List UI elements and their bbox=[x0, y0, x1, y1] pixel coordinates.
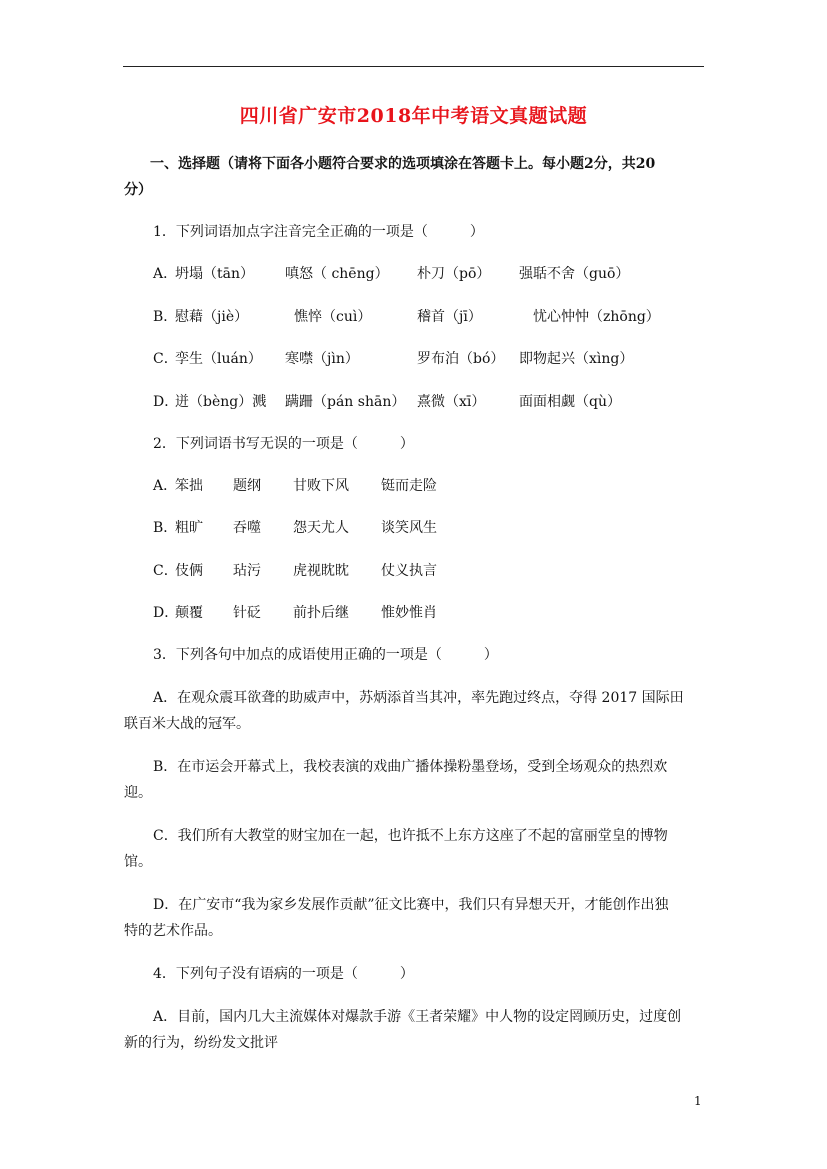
q2-option-c bbox=[153, 561, 553, 581]
option-item: 虎视眈眈 bbox=[293, 563, 349, 579]
option-label: D． bbox=[153, 605, 179, 621]
option-item: 谈笑风生 bbox=[381, 520, 437, 536]
section-heading-line1: 一、选择题（请将下面各小题符合要求的选项填涂在答题卡上。每小题2分，共20 bbox=[150, 156, 656, 172]
option-label: D． bbox=[153, 394, 179, 410]
option-item: 前扑后继 bbox=[293, 605, 349, 621]
option-item: 粗旷 bbox=[175, 520, 203, 536]
q3-option-d-line1: D．在广安市“我为家乡发展作贡献”征文比赛中，我们只有异想天开，才能创作出独 bbox=[153, 897, 669, 913]
option-item: 针砭 bbox=[233, 605, 261, 621]
option-item: 强聒不舍（guō） bbox=[519, 266, 630, 282]
q3-option-b-line2: 迎。 bbox=[124, 785, 152, 801]
header-rule bbox=[123, 66, 704, 67]
option-item: 孪生（luán） bbox=[175, 351, 262, 367]
q3-option-d-line2: 特的艺术作品。 bbox=[124, 923, 222, 939]
q4-stem: 4．下列句子没有语病的一项是（ ） bbox=[153, 966, 414, 982]
option-label: A． bbox=[153, 478, 178, 494]
q1-option-d bbox=[153, 392, 713, 412]
q1-stem: 1．下列词语加点字注音完全正确的一项是（ ） bbox=[153, 224, 484, 240]
q3-option-a-line2: 联百米大战的冠军。 bbox=[124, 716, 250, 732]
option-label: B． bbox=[153, 309, 178, 325]
section-heading-line2: 分） bbox=[124, 182, 152, 198]
option-item: 忧心忡忡（zhōng） bbox=[533, 309, 660, 325]
q3-option-c-line1: C．我们所有大教堂的财宝加在一起，也许抵不上东方这座了不起的富丽堂皇的博物 bbox=[153, 828, 668, 844]
q2-option-d bbox=[153, 603, 553, 623]
option-item: 寒噤（jìn） bbox=[285, 351, 359, 367]
option-item: 仗义执言 bbox=[381, 563, 437, 579]
option-item: 颠覆 bbox=[175, 605, 203, 621]
option-item: 惟妙惟肖 bbox=[381, 605, 437, 621]
option-label: C． bbox=[153, 351, 178, 367]
option-item: 伎俩 bbox=[175, 563, 203, 579]
q4-option-a-line1: A．目前，国内几大主流媒体对爆款手游《王者荣耀》中人物的设定罔顾历史，过度创 bbox=[153, 1009, 682, 1025]
option-item: 蹒跚（pán shān） bbox=[285, 394, 406, 410]
option-item: 熹微（xī） bbox=[417, 394, 486, 410]
option-item: 铤而走险 bbox=[381, 478, 437, 494]
option-item: 迸（bèng）溅 bbox=[175, 394, 267, 410]
option-label: A． bbox=[153, 266, 178, 282]
option-item: 憔悴（cuì） bbox=[294, 309, 372, 325]
q3-option-c-line2: 馆。 bbox=[124, 854, 152, 870]
option-item: 慰藉（jiè） bbox=[175, 309, 249, 325]
option-item: 甘败下风 bbox=[293, 478, 349, 494]
option-item: 玷污 bbox=[233, 563, 261, 579]
q3-stem: 3．下列各句中加点的成语使用正确的一项是（ ） bbox=[153, 647, 498, 663]
q2-stem: 2．下列词语书写无误的一项是（ ） bbox=[153, 436, 414, 452]
page-title: 四川省广安市2018年中考语文真题试题 bbox=[239, 105, 588, 127]
q3-option-b-line1: B．在市运会开幕式上，我校表演的戏曲广播体操粉墨登场，受到全场观众的热烈欢 bbox=[153, 759, 668, 775]
option-item: 面面相觑（qù） bbox=[519, 394, 621, 410]
option-item: 坍塌（tān） bbox=[175, 266, 254, 282]
option-label: C． bbox=[153, 563, 178, 579]
q4-option-a-line2: 新的行为，纷纷发文批评 bbox=[124, 1035, 278, 1051]
option-item: 朴刀（pō） bbox=[417, 266, 491, 282]
option-item: 笨拙 bbox=[175, 478, 203, 494]
option-item: 嗔怒（ chēng） bbox=[285, 266, 389, 282]
option-item: 题纲 bbox=[233, 478, 261, 494]
q3-option-a-line1: A．在观众震耳欲聋的助威声中，苏炳添首当其冲，率先跑过终点，夺得 2017 国际田 bbox=[153, 690, 684, 706]
option-item: 吞噬 bbox=[233, 520, 261, 536]
q2-option-a bbox=[153, 476, 553, 496]
q1-option-c bbox=[153, 349, 713, 369]
option-item: 稽首（jī） bbox=[417, 309, 482, 325]
q1-option-b bbox=[153, 307, 713, 327]
page-number: 1 bbox=[694, 1094, 702, 1108]
q1-option-a bbox=[153, 264, 713, 284]
option-item: 怨天尤人 bbox=[293, 520, 349, 536]
option-item: 即物起兴（xìng） bbox=[519, 351, 634, 367]
option-item: 罗布泊（bó） bbox=[417, 351, 505, 367]
q2-option-b bbox=[153, 518, 553, 538]
option-label: B． bbox=[153, 520, 178, 536]
